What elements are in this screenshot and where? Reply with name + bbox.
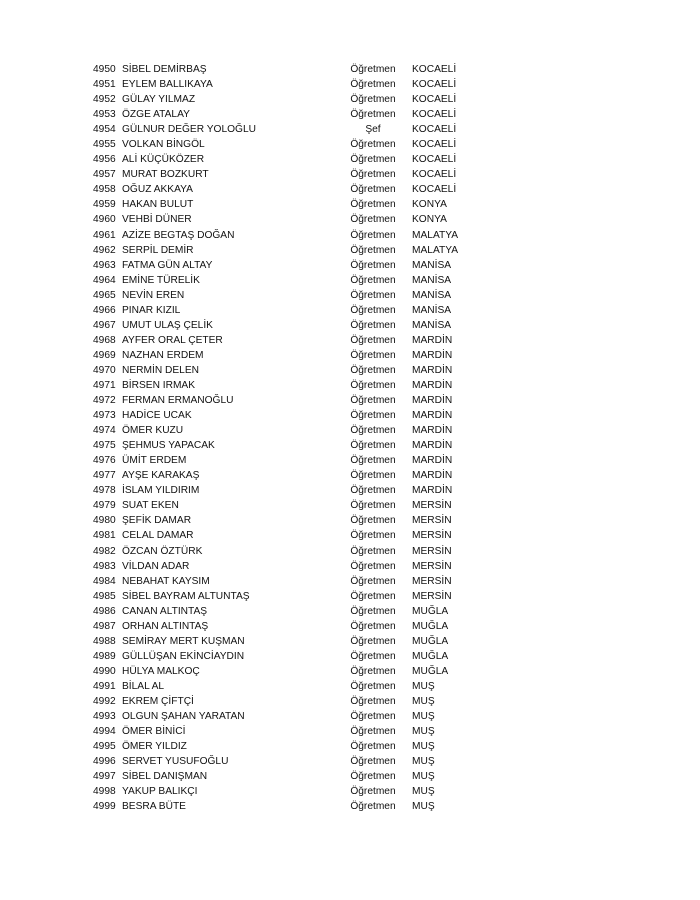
list-row [93, 423, 613, 438]
list-row [93, 739, 613, 754]
list-row [93, 137, 613, 152]
person-name: VOLKAN BİNGÖL [122, 139, 205, 151]
job-title: Öğretmen [350, 214, 396, 226]
row-number: 4953 [93, 109, 116, 121]
person-name: ÖMER KUZU [122, 425, 184, 437]
job-title: Öğretmen [350, 530, 396, 542]
list-row [93, 634, 613, 649]
city-name: KOCAELİ [412, 64, 457, 75]
person-name: HAKAN BULUT [122, 199, 194, 211]
city-name: MARDİN [412, 485, 453, 497]
list-row [93, 784, 613, 799]
city-name: MERSİN [412, 515, 452, 527]
list-row [93, 559, 613, 574]
person-name: AYFER ORAL ÇETER [122, 334, 223, 346]
row-number: 4961 [93, 229, 116, 241]
job-title: Öğretmen [350, 64, 396, 75]
person-name: ALİ KÜÇÜKÖZER [122, 154, 205, 166]
row-number: 4950 [93, 64, 116, 75]
list-row [93, 604, 613, 619]
job-title: Öğretmen [350, 334, 396, 346]
person-name: FATMA GÜN ALTAY [122, 259, 213, 271]
row-number: 4956 [93, 154, 116, 166]
person-name: CELAL DAMAR [122, 530, 194, 542]
row-number: 4959 [93, 199, 116, 211]
job-title: Öğretmen [350, 289, 396, 301]
city-name: KOCAELİ [412, 139, 457, 151]
city-name: MANİSA [412, 274, 452, 286]
row-number: 4967 [93, 319, 116, 331]
city-name: KOCAELİ [412, 124, 457, 136]
row-number: 4981 [93, 530, 116, 542]
job-title: Öğretmen [350, 650, 396, 662]
city-name: MUŞ [412, 756, 435, 768]
row-number: 4996 [93, 756, 116, 768]
row-number: 4954 [93, 124, 116, 136]
city-name: KOCAELİ [412, 94, 457, 106]
city-name: MARDİN [412, 470, 453, 482]
job-title: Öğretmen [350, 109, 396, 121]
job-title: Öğretmen [350, 620, 396, 632]
person-name: ÖMER YILDIZ [122, 741, 187, 753]
list-row [93, 649, 613, 664]
job-title: Öğretmen [350, 786, 396, 798]
row-number: 4984 [93, 575, 116, 587]
person-name: VİLDAN ADAR [122, 560, 190, 572]
person-name: PINAR KIZIL [122, 304, 181, 316]
city-name: MUĞLA [412, 605, 449, 617]
row-number: 4992 [93, 695, 116, 707]
list-row [93, 589, 613, 604]
person-name: NEVİN EREN [122, 289, 185, 301]
list-row [93, 273, 613, 288]
city-name: KOCAELİ [412, 79, 457, 91]
job-title: Öğretmen [350, 274, 396, 286]
city-name: KOCAELİ [412, 154, 457, 166]
city-name: KOCAELİ [412, 169, 457, 181]
job-title: Öğretmen [350, 515, 396, 527]
row-number: 4985 [93, 590, 116, 602]
city-name: MUĞLA [412, 665, 449, 677]
person-name: ORHAN ALTINTAŞ [122, 620, 209, 632]
row-number: 4998 [93, 786, 116, 798]
row-number: 4976 [93, 455, 116, 467]
list-row [93, 769, 613, 784]
list-row [93, 303, 613, 318]
city-name: KONYA [412, 199, 447, 211]
list-row [93, 694, 613, 709]
list-row [93, 393, 613, 408]
job-title: Öğretmen [350, 319, 396, 331]
person-name: NERMİN DELEN [122, 364, 199, 376]
city-name: MARDİN [412, 349, 453, 361]
row-number: 4990 [93, 665, 116, 677]
city-name: MUŞ [412, 726, 435, 738]
city-name: KOCAELİ [412, 109, 457, 121]
job-title: Öğretmen [350, 711, 396, 723]
list-row [93, 333, 613, 348]
person-name: SEMİRAY MERT KUŞMAN [122, 635, 245, 647]
job-title: Öğretmen [350, 771, 396, 783]
list-row [93, 528, 613, 543]
city-name: MUŞ [412, 786, 435, 798]
city-name: MARDİN [412, 334, 453, 346]
city-name: MARDİN [412, 410, 453, 422]
list-row [93, 679, 613, 694]
person-name: ÜMİT ERDEM [122, 455, 187, 467]
job-title: Öğretmen [350, 455, 396, 467]
person-name: HÜLYA MALKOÇ [122, 665, 200, 677]
job-title: Öğretmen [350, 425, 396, 437]
row-number: 4982 [93, 545, 116, 557]
row-number: 4974 [93, 425, 116, 437]
person-name: BİLAL AL [122, 680, 165, 692]
row-number: 4966 [93, 304, 116, 316]
person-name: AYŞE KARAKAŞ [122, 470, 200, 482]
person-name: SİBEL DEMİRBAŞ [122, 64, 207, 75]
row-number: 4986 [93, 605, 116, 617]
city-name: MUŞ [412, 695, 435, 707]
city-name: MERSİN [412, 545, 452, 557]
list-row [93, 378, 613, 393]
job-title: Öğretmen [350, 244, 396, 256]
city-name: MALATYA [412, 244, 459, 256]
list-row [93, 799, 613, 814]
row-number: 4952 [93, 94, 116, 106]
list-row [93, 619, 613, 634]
list-row [93, 92, 613, 107]
job-title: Öğretmen [350, 695, 396, 707]
city-name: KONYA [412, 214, 447, 226]
job-title: Öğretmen [350, 485, 396, 497]
list-row [93, 498, 613, 513]
row-number: 4968 [93, 334, 116, 346]
row-number: 4994 [93, 726, 116, 738]
person-name: OĞUZ AKKAYA [122, 184, 193, 196]
person-name: SERPİL DEMİR [122, 244, 194, 256]
list-row [93, 438, 613, 453]
city-name: MANİSA [412, 259, 452, 271]
city-name: MARDİN [412, 440, 453, 452]
city-name: MERSİN [412, 530, 452, 542]
person-name: SUAT EKEN [122, 500, 179, 512]
job-title: Öğretmen [350, 169, 396, 181]
person-name: NAZHAN ERDEM [122, 349, 204, 361]
job-title: Öğretmen [350, 440, 396, 452]
list-row [93, 709, 613, 724]
person-name: İSLAM YILDIRIM [122, 485, 200, 497]
row-number: 4973 [93, 410, 116, 422]
row-number: 4980 [93, 515, 116, 527]
job-title: Öğretmen [350, 605, 396, 617]
person-name: ŞEHMUS YAPACAK [122, 440, 215, 452]
person-name: OLGUN ŞAHAN YARATAN [122, 711, 245, 723]
job-title: Öğretmen [350, 545, 396, 557]
job-title: Öğretmen [350, 139, 396, 151]
job-title: Öğretmen [350, 741, 396, 753]
city-name: MERSİN [412, 575, 452, 587]
city-name: MERSİN [412, 500, 452, 512]
list-row [93, 197, 613, 212]
list-row [93, 62, 613, 77]
person-name: BESRA BÜTE [122, 801, 186, 813]
person-name: SİBEL DANIŞMAN [122, 771, 208, 783]
city-name: MANİSA [412, 289, 452, 301]
list-row [93, 468, 613, 483]
job-title: Şef [365, 124, 381, 136]
job-title: Öğretmen [350, 199, 396, 211]
person-name: SİBEL BAYRAM ALTUNTAŞ [122, 590, 250, 602]
row-number: 4975 [93, 440, 116, 452]
list-row [93, 212, 613, 227]
person-name: MURAT BOZKURT [122, 169, 209, 181]
row-number: 4971 [93, 379, 116, 391]
city-name: MANİSA [412, 319, 452, 331]
person-name: GÜLLÜŞAN EKİNCİAYDIN [122, 650, 245, 662]
person-name: EMİNE TÜRELİK [122, 274, 200, 286]
city-name: MANİSA [412, 304, 452, 316]
city-name: MUŞ [412, 680, 435, 692]
row-number: 4969 [93, 349, 116, 361]
job-title: Öğretmen [350, 184, 396, 196]
list-row [93, 574, 613, 589]
city-name: KOCAELİ [412, 184, 457, 196]
city-name: MUŞ [412, 741, 435, 753]
job-title: Öğretmen [350, 379, 396, 391]
list-row [93, 288, 613, 303]
row-number: 4993 [93, 711, 116, 723]
row-number: 4991 [93, 680, 116, 692]
list-row [93, 363, 613, 378]
job-title: Öğretmen [350, 500, 396, 512]
row-number: 4963 [93, 259, 116, 271]
job-title: Öğretmen [350, 665, 396, 677]
job-title: Öğretmen [350, 349, 396, 361]
row-number: 4964 [93, 274, 116, 286]
job-title: Öğretmen [350, 590, 396, 602]
list-row [93, 754, 613, 769]
row-number: 4960 [93, 214, 116, 226]
job-title: Öğretmen [350, 756, 396, 768]
person-name: ÖZCAN ÖZTÜRK [122, 545, 203, 557]
city-name: MARDİN [412, 364, 453, 376]
row-number: 4972 [93, 395, 116, 407]
row-number: 4962 [93, 244, 116, 256]
list-row [93, 513, 613, 528]
job-title: Öğretmen [350, 259, 396, 271]
city-name: MERSİN [412, 590, 452, 602]
person-name: FERMAN ERMANOĞLU [122, 395, 234, 407]
person-name: NEBAHAT KAYSIM [122, 575, 210, 587]
list-row [93, 122, 613, 137]
list-row [93, 408, 613, 423]
job-title: Öğretmen [350, 79, 396, 91]
row-number: 4997 [93, 771, 116, 783]
person-name: UMUT ULAŞ ÇELİK [122, 319, 213, 331]
job-title: Öğretmen [350, 560, 396, 572]
person-name: YAKUP BALIKÇI [122, 786, 198, 798]
city-name: MARDİN [412, 425, 453, 437]
city-name: MERSİN [412, 560, 452, 572]
city-name: MUĞLA [412, 635, 449, 647]
person-name: VEHBİ DÜNER [122, 214, 192, 226]
row-number: 4995 [93, 741, 116, 753]
row-number: 4999 [93, 801, 116, 813]
person-name: CANAN ALTINTAŞ [122, 605, 208, 617]
row-number: 4955 [93, 139, 116, 151]
city-name: MARDİN [412, 455, 453, 467]
job-title: Öğretmen [350, 680, 396, 692]
row-number: 4951 [93, 79, 116, 91]
list-row [93, 258, 613, 273]
person-name: BİRSEN IRMAK [122, 379, 196, 391]
row-number: 4983 [93, 560, 116, 572]
job-title: Öğretmen [350, 726, 396, 738]
job-title: Öğretmen [350, 229, 396, 241]
person-name: AZİZE BEGTAŞ DOĞAN [122, 229, 235, 241]
list-row [93, 724, 613, 739]
person-name: HADİCE UCAK [122, 410, 192, 422]
list-row [93, 167, 613, 182]
row-number: 4987 [93, 620, 116, 632]
personnel-list [93, 62, 613, 814]
city-name: MARDİN [412, 379, 453, 391]
list-row [93, 182, 613, 197]
person-name: ÖMER BİNİCİ [122, 726, 186, 738]
row-number: 4988 [93, 635, 116, 647]
row-number: 4957 [93, 169, 116, 181]
list-row [93, 318, 613, 333]
row-number: 4958 [93, 184, 116, 196]
job-title: Öğretmen [350, 801, 396, 813]
row-number: 4977 [93, 470, 116, 482]
list-row [93, 664, 613, 679]
person-name: ÖZGE ATALAY [122, 109, 190, 121]
job-title: Öğretmen [350, 635, 396, 647]
row-number: 4970 [93, 364, 116, 376]
row-number: 4965 [93, 289, 116, 301]
city-name: MUŞ [412, 771, 435, 783]
job-title: Öğretmen [350, 575, 396, 587]
city-name: MUĞLA [412, 650, 449, 662]
person-name: EYLEM BALLIKAYA [122, 79, 213, 91]
job-title: Öğretmen [350, 364, 396, 376]
person-name: EKREM ÇİFTÇİ [122, 695, 194, 707]
list-row [93, 77, 613, 92]
list-row [93, 107, 613, 122]
job-title: Öğretmen [350, 94, 396, 106]
list-row [93, 453, 613, 468]
row-number: 4978 [93, 485, 116, 497]
row-number: 4979 [93, 500, 116, 512]
list-row [93, 483, 613, 498]
person-name: GÜLAY YILMAZ [122, 94, 196, 106]
person-name: GÜLNUR DEĞER YOLOĞLU [122, 124, 256, 136]
list-row [93, 152, 613, 167]
row-number: 4989 [93, 650, 116, 662]
city-name: MUŞ [412, 711, 435, 723]
city-name: MALATYA [412, 229, 459, 241]
city-name: MUĞLA [412, 620, 449, 632]
city-name: MUŞ [412, 801, 435, 813]
list-row [93, 348, 613, 363]
person-name: SERVET YUSUFOĞLU [122, 756, 229, 768]
list-row [93, 544, 613, 559]
job-title: Öğretmen [350, 470, 396, 482]
person-name: ŞEFİK DAMAR [122, 515, 192, 527]
city-name: MARDİN [412, 395, 453, 407]
job-title: Öğretmen [350, 154, 396, 166]
list-row [93, 228, 613, 243]
job-title: Öğretmen [350, 395, 396, 407]
job-title: Öğretmen [350, 304, 396, 316]
list-row [93, 243, 613, 258]
job-title: Öğretmen [350, 410, 396, 422]
